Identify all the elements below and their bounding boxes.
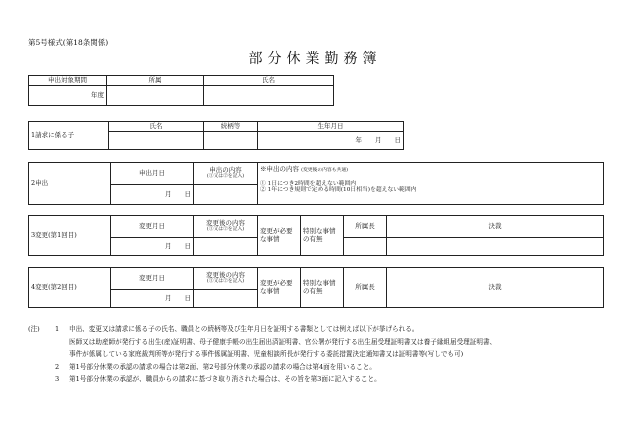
request-reason-label: ※申出の内容 [260,165,299,173]
note-1-line-2: 医師又は助産師が発行する出生(産)証明書、母子健康手帳の出生届出済証明書、官公署が発行する出生届受理証明書又は養子縁組届受理証明書、 [69,337,497,346]
change-2-chief-label: 所属長 [344,268,387,308]
change-2-special-label: 特別な事情の有無 [301,268,344,308]
request-section-label: 2申出 [29,163,111,205]
change-2-date-label: 変更月日 [111,268,194,290]
form-number: 第5号様式(第18条関係) [28,38,109,47]
notes-section [28,323,618,386]
note-3-line-1: 第1号部分休業の承認が、職員からの請求に基づき取り消された場合は、その旨を第3面に記入すること。 [69,375,381,384]
dept-value[interactable] [107,86,204,106]
change-1-section-label: 3変更(第1回目) [29,216,111,256]
change-1-special-label: 特別な事情の有無 [301,216,344,256]
change-1-decision-value[interactable] [387,238,604,256]
request-date-label: 申出月日 [111,163,194,185]
note-2-line-1: 第1号部分休業の承認の請求の場合は第2面、第2号部分休業の承認の請求の場合は第4面を用いること。 [69,362,376,371]
note-1-line-1: 申出、変更又は請求に係る子の氏名、職員との続柄等及び生年月日を証明する書類としては例えば以下が挙げられる。 [69,325,419,333]
name-label: 氏名 [204,76,334,86]
note-1-number: 1 [55,325,60,333]
name-value[interactable] [204,86,334,106]
note-3-number: 3 [55,375,60,384]
change-2-content-value[interactable] [194,290,258,308]
change-1-content-label: 変更後の内容 [206,219,245,227]
change-1-chief-label: 所属長 [344,216,387,238]
dept-label: 所属 [107,76,204,86]
child-table [28,121,404,150]
child-relation-label: 続柄等 [204,122,258,132]
notes-prefix: (注) [28,325,40,333]
change-2-necessity-label: 変更が必要な事情 [258,268,301,308]
change-2-table [28,267,604,308]
note-2-number: 2 [55,362,60,371]
change-2-section-label: 4変更(第2回目) [29,268,111,308]
child-birth-label: 生年月日 [258,122,404,132]
applicant-table [28,75,334,106]
child-birth-value[interactable]: 年 月 日 [258,132,404,150]
change-1-necessity-label: 変更が必要な事情 [258,216,301,256]
request-content-note: (①又は②を記入) [206,174,245,180]
child-section-label: 1請求に係る子 [29,122,109,150]
change-1-month-day[interactable]: 月 日 [111,238,194,256]
change-1-decision-label: 決裁 [387,216,604,238]
child-name-value[interactable] [109,132,204,150]
child-name-label: 氏名 [109,122,204,132]
change-1-chief-value[interactable] [344,238,387,256]
request-option-1: ① 1日につき2時間を超えない範囲内 [260,180,357,187]
change-1-content-note: (①又は②を記入) [206,227,245,233]
change-2-content-label: 変更後の内容 [206,271,245,279]
change-1-table [28,215,604,256]
request-option-2: ② 1年につき規則で定める時間(10日相当)を超えない範囲内 [260,187,417,194]
change-2-content-note: (①又は②を記入) [206,279,245,285]
request-reason-note: (変更後の内容も共通) [301,168,348,173]
page-title: 部分休業勤務簿 [248,51,382,67]
year-cell: 年度 [29,86,107,106]
period-label: 申出対象期間 [29,76,107,86]
child-relation-value[interactable] [204,132,258,150]
change-2-decision-label: 決裁 [387,268,604,308]
change-1-content-value[interactable] [194,238,258,256]
note-1-line-3: 事件が係属している家庭裁判所等が発行する事件係属証明書、児童相談所長が発行する委託措置決定通知書又は証明書等(写しでも可) [69,350,464,359]
request-table [28,162,604,205]
request-content-label: 申出の内容 [209,166,242,174]
change-1-date-label: 変更月日 [111,216,194,238]
request-month-day[interactable]: 月 日 [111,185,194,205]
change-2-month-day[interactable]: 月 日 [111,290,194,308]
request-content-value[interactable] [194,185,258,205]
